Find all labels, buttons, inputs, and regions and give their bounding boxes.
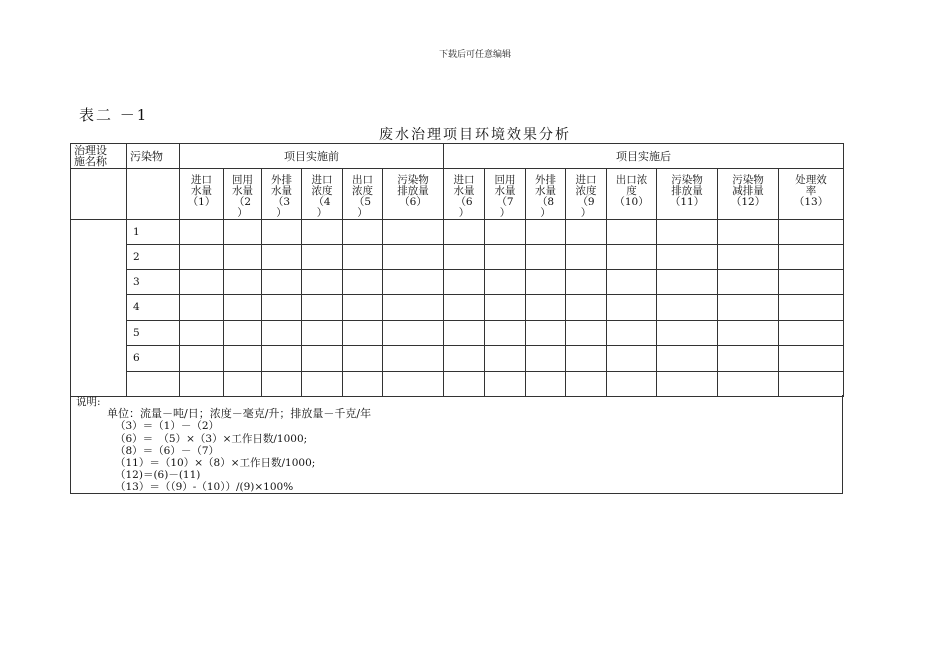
data-cell [718,346,779,372]
table-row [71,270,844,295]
notes-units: 单位：流量－吨/日；浓度－毫克/升；排放量－千克/年 [107,407,372,421]
before-header: 项目实施前 [180,144,444,169]
table-row [71,245,844,270]
data-cell [566,245,607,270]
data-cell [607,245,657,270]
data-cell [262,372,302,397]
blank-header-cell [127,169,180,220]
data-cell [607,295,657,321]
formula-line: （3）＝（1）－（2） [115,420,220,433]
row-number [127,372,180,397]
facility-name-cell [71,220,127,397]
data-cell [779,321,844,346]
row-number: 5 [127,321,180,346]
column-header: 回用 水量 （2 ） [224,169,262,220]
data-cell [302,245,343,270]
data-cell [779,220,844,245]
data-cell [262,346,302,372]
pollutant-header: 污染物 [127,144,180,169]
row-number: 6 [127,346,180,372]
data-cell [224,372,262,397]
data-cell [566,372,607,397]
data-cell [302,295,343,321]
notes-section [70,395,843,494]
data-cell [180,220,224,245]
data-cell [224,270,262,295]
formula-line: （12)＝(6)－(11) [115,469,201,482]
column-header: 外排 水量 （8 ） [526,169,566,220]
column-header: 进口 水量 （6 ） [444,169,485,220]
data-cell [718,220,779,245]
data-cell [718,245,779,270]
data-cell [343,220,383,245]
header-row-top [71,144,844,169]
after-header: 项目实施后 [444,144,844,169]
facility-name-header: 治理设 施名称 [71,144,127,169]
data-cell [444,372,485,397]
data-cell [779,372,844,397]
data-cell [180,245,224,270]
data-cell [657,245,718,270]
notes-title: 说明: [76,396,101,408]
data-cell [526,270,566,295]
table-row [71,321,844,346]
data-cell [343,321,383,346]
data-cell [302,270,343,295]
data-cell [566,220,607,245]
data-cell [526,346,566,372]
column-header: 进口 浓度 （9 ） [566,169,607,220]
data-cell [779,245,844,270]
data-cell [180,270,224,295]
data-cell [262,220,302,245]
formula-line: （13）＝（（9）-（10））/(9)×100% [115,481,294,494]
table-number: 表二 －1 [79,106,149,124]
data-cell [526,245,566,270]
data-cell [383,295,444,321]
data-cell [444,321,485,346]
data-cell [566,270,607,295]
column-header: 进口 浓度 （4 ） [302,169,343,220]
formula-line: （6）＝ （5）×（3）×工作日数/1000; [115,432,308,445]
data-cell [383,270,444,295]
data-cell [343,346,383,372]
data-cell [718,270,779,295]
data-cell [718,372,779,397]
column-header: 污染物 排放量 （6） [383,169,444,220]
data-cell [526,220,566,245]
data-cell [444,270,485,295]
data-cell [444,220,485,245]
table-title: 废水治理项目环境效果分析 [379,127,571,143]
table-row [71,372,844,397]
data-cell [262,321,302,346]
data-cell [262,295,302,321]
data-cell [657,372,718,397]
data-cell [607,321,657,346]
data-cell [302,346,343,372]
column-header: 回用 水量 （7 ） [485,169,526,220]
formula-line: （8）＝（6）－（7） [115,444,220,457]
data-cell [444,346,485,372]
data-cell [180,346,224,372]
data-cell [302,321,343,346]
data-cell [383,321,444,346]
data-cell [485,245,526,270]
data-cell [262,245,302,270]
data-cell [485,220,526,245]
header-row-columns [71,169,844,220]
data-cell [224,295,262,321]
data-cell [302,372,343,397]
data-cell [485,270,526,295]
data-cell [526,372,566,397]
column-header: 污染物 减排量 （12） [718,169,779,220]
data-cell [607,346,657,372]
row-number: 2 [127,245,180,270]
column-header: 污染物 排放量 （11） [657,169,718,220]
data-cell [180,295,224,321]
data-cell [657,270,718,295]
data-cell [779,346,844,372]
column-header: 处理效 率 （13） [779,169,844,220]
data-cell [343,270,383,295]
column-header: 外排 水量 （3 ） [262,169,302,220]
data-cell [485,295,526,321]
data-cell [444,245,485,270]
data-cell [485,372,526,397]
column-header: 进口 水量 （1） [180,169,224,220]
data-cell [779,270,844,295]
data-cell [657,346,718,372]
data-cell [343,295,383,321]
data-cell [657,321,718,346]
analysis-table [70,143,844,397]
formula-line: （11）＝（10）×（8）×工作日数/1000; [115,457,316,470]
data-cell [262,270,302,295]
data-cell [343,245,383,270]
table-row [71,295,844,321]
data-cell [224,220,262,245]
table-row [71,220,844,245]
data-cell [224,321,262,346]
data-cell [566,346,607,372]
data-cell [224,346,262,372]
data-cell [607,372,657,397]
row-number: 1 [127,220,180,245]
table-row [71,346,844,372]
data-cell [779,295,844,321]
data-cell [526,295,566,321]
data-cell [607,270,657,295]
data-cell [383,245,444,270]
data-cell [485,321,526,346]
data-cell [718,295,779,321]
page-header: 下载后可任意编辑 [438,50,511,60]
data-cell [718,321,779,346]
data-cell [383,346,444,372]
row-number: 3 [127,270,180,295]
data-cell [526,321,566,346]
column-header: 出口浓 度 （10） [607,169,657,220]
data-cell [566,295,607,321]
blank-header-cell [71,169,127,220]
row-number: 4 [127,295,180,321]
data-cell [566,321,607,346]
data-cell [383,372,444,397]
data-cell [607,220,657,245]
data-cell [343,372,383,397]
data-cell [485,346,526,372]
data-cell [302,220,343,245]
column-header: 出口 浓度 （5 ） [343,169,383,220]
data-cell [180,372,224,397]
data-cell [383,220,444,245]
data-cell [224,245,262,270]
data-cell [657,295,718,321]
data-cell [657,220,718,245]
data-cell [180,321,224,346]
data-cell [444,295,485,321]
